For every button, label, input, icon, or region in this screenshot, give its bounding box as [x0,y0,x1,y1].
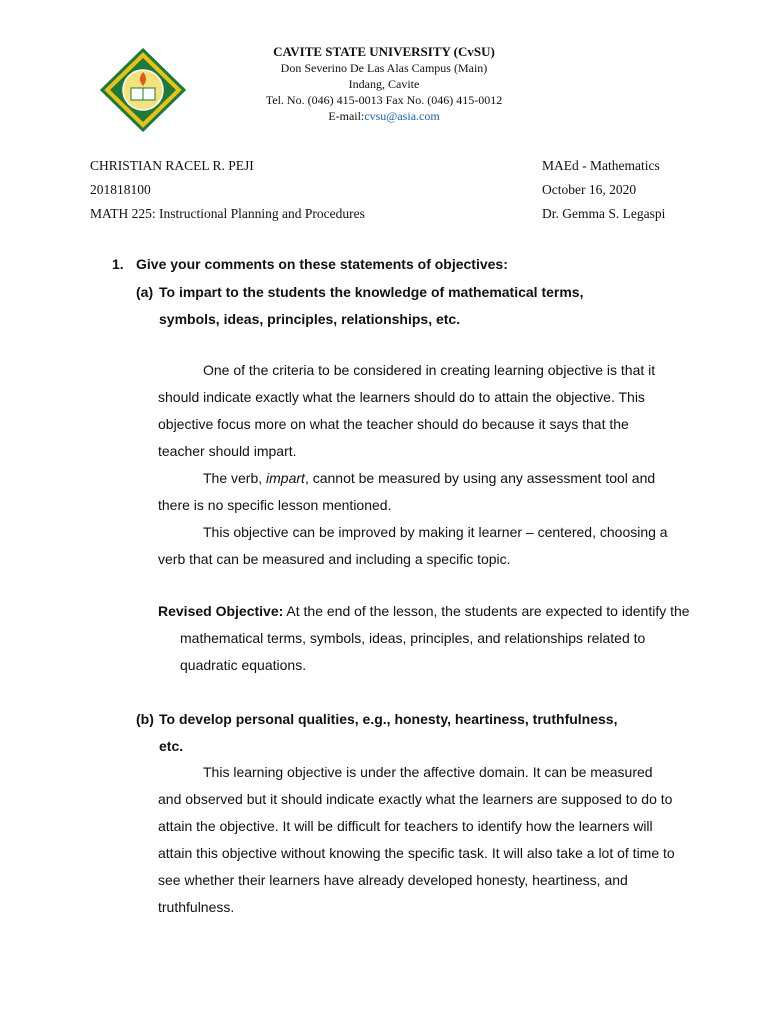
course-title: MATH 225: Instructional Planning and Procedures [90,206,365,221]
university-logo [98,48,188,132]
item-b-title-line2: etc. [159,738,184,754]
item-a-p2-verb: impart [266,470,305,486]
item-b-label: (b) [136,711,154,727]
item-a-title-line1: To impart to the students the knowledge of mathematical terms, [159,284,584,300]
instructor-name: Dr. Gemma S. Legaspi [542,206,666,221]
contact-numbers: Tel. No. (046) 415-0013 Fax No. (046) 415-0012 [265,93,503,107]
item-a-paragraph-3: This objective can be improved by making it learner – centered, choosing a verb that can be measured and including a specific topic. [158,524,668,567]
revised-objective-label: Revised Objective: [158,603,284,619]
info-row-3 [90,206,672,222]
email-label: E-mail: [328,109,365,123]
email-line [190,108,578,124]
item-a-label: (a) [136,284,154,300]
program-name: MAEd - Mathematics [542,158,660,173]
item-a-title-line2: symbols, ideas, principles, relationships, etc. [159,311,461,327]
question-number: 1. [112,256,124,272]
letterhead [190,44,578,124]
revised-objective-text: At the end of the lesson, the students are expected to identify the mathematical terms, symbols, ideas, principles, and relationships related to quadratic equations. [180,603,690,673]
item-b-title-line1: To develop personal qualities, e.g., honesty, heartiness, truthfulness, [159,711,618,727]
item-a-p2-end: , cannot be measured by using any assessment tool and there is no specific lesson mentioned. [158,470,656,513]
campus-name: Don Severino De Las Alas Campus (Main) [280,61,488,75]
revised-objective [158,598,700,679]
campus-location: Indang, Cavite [348,77,420,91]
item-b-paragraph-1: This learning objective is under the affective domain. It can be measured and observed but it should indicate exactly what the learners are supposed to do to attain the objective. It will be difficult for teachers to identify how the learners will attain this objective without knowing the specific task. It will also take a lot of time to see whether their learners have already developed honesty, heartiness, and truthfulness. [158,764,675,915]
item-a-paragraph-2 [158,465,678,519]
student-id: 201818100 [90,182,151,197]
submission-date: October 16, 2020 [542,182,637,197]
student-name: CHRISTIAN RACEL R. PEJI [90,158,254,173]
info-row-1 [90,158,672,174]
university-name: CAVITE STATE UNIVERSITY (CvSU) [273,44,495,59]
item-a-p2-start: The verb, [203,470,267,486]
question-prompt: Give your comments on these statements of objectives: [136,256,508,272]
item-a-paragraph-1: One of the criteria to be considered in creating learning objective is that it should indicate exactly what the learners should do to attain the objective. This objective focus more on what the teacher should do because it says that the teacher should impart. [158,362,656,459]
info-row-2 [90,182,672,198]
email-link[interactable]: cvsu@asia.com [364,109,440,123]
